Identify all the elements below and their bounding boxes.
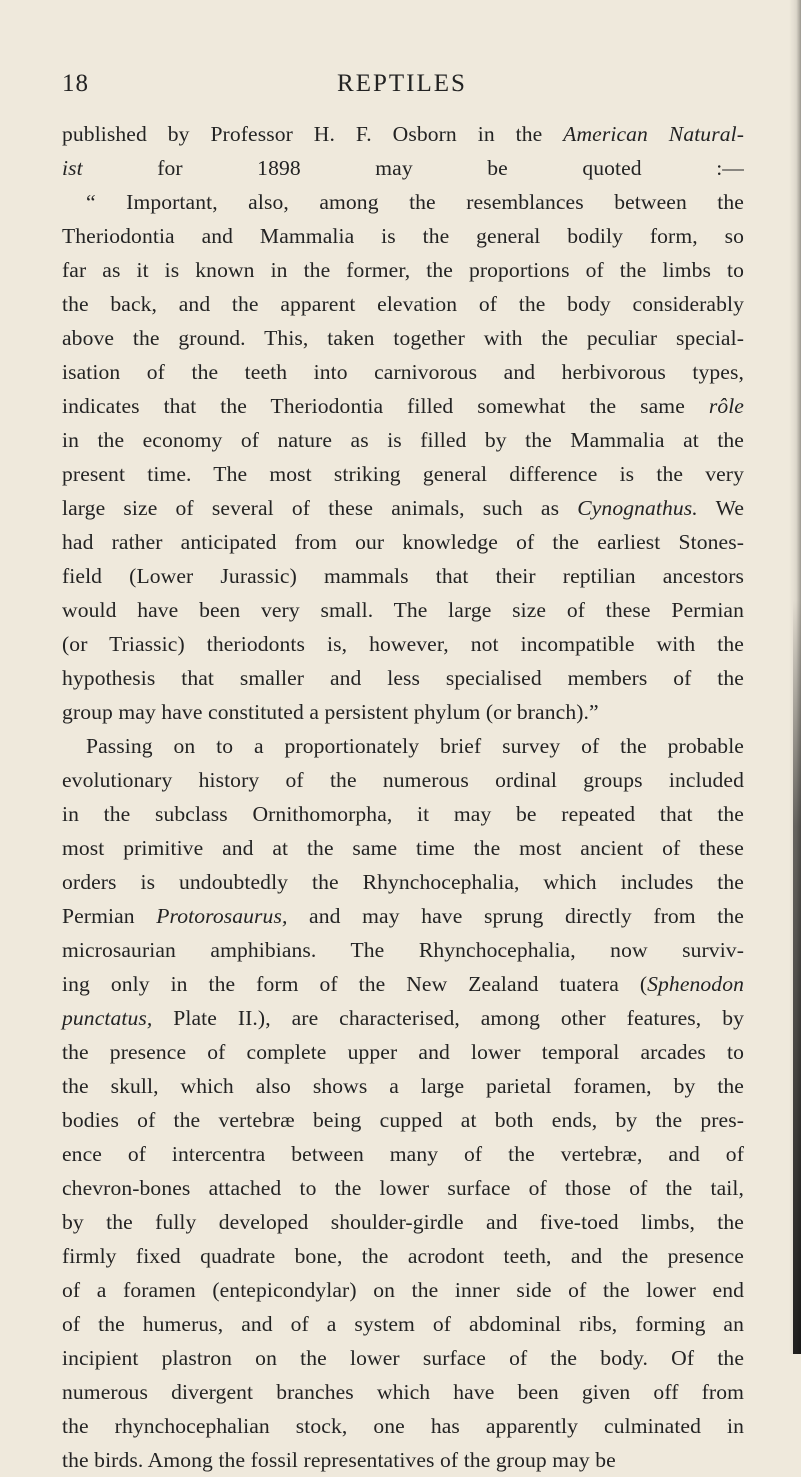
text-run: far as it is known in the former, the proportions of the limbs to [62,258,744,282]
text-line [62,627,744,661]
text-run: the birds. Among the fossil representatives of the group may be [62,1448,616,1472]
text-line [62,1239,744,1273]
text-run: the presence of complete upper and lower temporal arcades to [62,1040,744,1064]
text-run: (or Triassic) theriodonts is, however, not incompatible with the [62,632,744,656]
body-text [62,117,744,1477]
binding-edge [793,600,801,1354]
text-run: the back, and the apparent elevation of the body considerably [62,292,744,316]
text-line [62,491,744,525]
text-line [62,1103,744,1137]
text-run: most primitive and at the same time the most ancient of these [62,836,744,860]
text-run: orders is undoubtedly the Rhynchocephalia, which includes the [62,870,744,894]
text-line [62,1341,744,1375]
text-line [62,525,744,559]
text-run: ence of intercentra between many of the vertebræ, and of [62,1142,744,1166]
text-line [62,1443,744,1477]
text-run: and may have sprung directly from the [287,904,744,928]
text-run: by the fully developed shoulder-girdle and five-toed limbs, the [62,1210,744,1234]
text-line [62,1137,744,1171]
text-line [62,661,744,695]
text-line [62,967,744,1001]
text-run: the rhynchocephalian stock, one has apparently culminated in [62,1414,744,1438]
page-header [62,70,742,110]
text-line [62,593,744,627]
italic-run: Sphenodon [647,972,744,996]
text-line [62,729,744,763]
text-run: ing only in the form of the New Zealand tuatera ( [62,972,648,996]
text-line [62,1001,744,1035]
italic-run: ist [62,156,83,180]
text-line [62,1205,744,1239]
running-head: REPTILES [337,70,467,97]
text-line [62,457,744,491]
text-run: indicates that the Theriodontia filled somewhat the same [62,394,709,418]
text-line [62,389,744,423]
text-run: of the humerus, and of a system of abdominal ribs, forming an [62,1312,744,1336]
text-run: of a foramen (entepicondylar) on the inner side of the lower end [62,1278,744,1302]
text-line [62,1069,744,1103]
text-line [62,1171,744,1205]
text-line [62,185,744,219]
text-run: had rather anticipated from our knowledge of the earliest Stones- [62,530,744,554]
text-line [62,1409,744,1443]
text-line [62,355,744,389]
text-line [62,117,744,151]
text-run: field (Lower Jurassic) mammals that their reptilian ancestors [62,564,744,588]
text-run: in the subclass Ornithomorpha, it may be repeated that the [62,802,744,826]
text-line [62,1273,744,1307]
text-run: in the economy of nature as is filled by the Mammalia at the [62,428,744,452]
text-line [62,763,744,797]
text-run: chevron-bones attached to the lower surface of those of the tail, [62,1176,744,1200]
text-run: firmly fixed quadrate bone, the acrodont teeth, and the presence [62,1244,744,1268]
text-run: Permian [62,904,157,928]
text-run: for 1898 may be quoted :— [82,156,744,180]
italic-run: punctatus, [62,1006,153,1030]
text-run: published by Professor H. F. Osborn in the [62,122,564,146]
italic-run: rôle [708,394,744,418]
text-line [62,1035,744,1069]
text-line [62,1375,744,1409]
text-line [62,933,744,967]
text-run: hypothesis that smaller and less specialised members of the [62,666,744,690]
italic-run: Protorosaurus, [156,904,288,928]
page-number: 18 [62,70,89,97]
text-line [62,559,744,593]
text-line [62,865,744,899]
text-line [62,287,744,321]
text-run: numerous divergent branches which have been given off from [62,1380,744,1404]
text-run: group may have constituted a persistent phylum (or branch).” [62,700,599,724]
text-line [62,253,744,287]
text-run: present time. The most striking general difference is the very [62,462,744,486]
text-run: Passing on to a proportionately brief survey of the probable [86,734,744,758]
text-run: would have been very small. The large size of these Permian [62,598,744,622]
text-line [62,899,744,933]
italic-run: American Natural- [563,122,744,146]
text-run: above the ground. This, taken together with the peculiar special- [62,326,744,350]
text-line [62,151,744,185]
text-line [62,219,744,253]
text-run: evolutionary history of the numerous ordinal groups included [62,768,744,792]
text-line [62,797,744,831]
text-run: large size of several of these animals, such as [62,496,578,520]
text-line [62,321,744,355]
text-line [62,423,744,457]
text-line [62,831,744,865]
italic-run: Cynognathus. [577,496,698,520]
text-run: isation of the teeth into carnivorous and herbivorous types, [62,360,744,384]
text-line [62,695,744,729]
text-run: incipient plastron on the lower surface of the body. Of the [62,1346,744,1370]
text-run: bodies of the vertebræ being cupped at both ends, by the pres- [62,1108,744,1132]
text-run: the skull, which also shows a large parietal foramen, by the [62,1074,744,1098]
text-run: microsaurian amphibians. The Rhynchocephalia, now surviv- [62,938,744,962]
text-run: Plate II.), are characterised, among other features, by [152,1006,744,1030]
text-run: Theriodontia and Mammalia is the general bodily form, so [62,224,744,248]
text-run: “ Important, also, among the resemblances between the [86,190,744,214]
text-run: We [697,496,745,520]
text-line [62,1307,744,1341]
